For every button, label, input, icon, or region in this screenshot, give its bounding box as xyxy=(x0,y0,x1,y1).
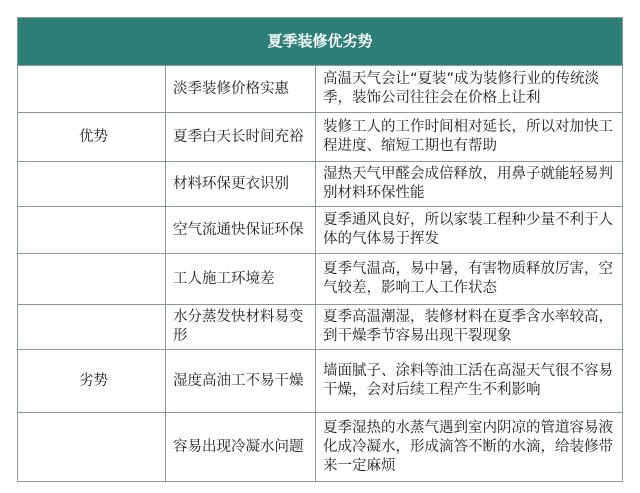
summer-renovation-table xyxy=(17,17,623,482)
category-cell-mid xyxy=(18,305,166,350)
item-cell: 空气流通快保证环保 xyxy=(166,207,316,254)
category-cell xyxy=(18,113,166,162)
table-row xyxy=(18,350,623,413)
description-cell: 高温天气会让“夏装”成为装修行业的传统淡季，装饰公司往往会在价格上让利 xyxy=(316,66,623,113)
description-cell: 墙面腻子、涂料等油工活在高湿天气很不容易干燥，会对后续工程产生不利影响 xyxy=(316,350,623,413)
category-label-advantages: 优势 xyxy=(79,128,108,145)
comparison-table-container xyxy=(17,17,622,480)
description-cell: 装修工人的工作时间相对延长，所以对加快工程进度、缩短工期也有帮助 xyxy=(316,113,623,162)
table-row xyxy=(18,305,623,350)
description-cell: 湿热天气甲醛会成倍释放，用鼻子就能轻易判别材料环保性能 xyxy=(316,162,623,207)
item-cell: 水分蒸发快材料易变形 xyxy=(166,305,316,350)
item-cell: 工人施工环境差 xyxy=(166,254,316,305)
item-cell: 夏季白天长时间充裕 xyxy=(166,113,316,162)
table-row xyxy=(18,66,623,113)
table-title: 夏季装修优劣势 xyxy=(18,18,623,66)
table-row xyxy=(18,207,623,254)
description-cell: 夏季通风良好，所以家装工程种少量不利于人体的气体易于挥发 xyxy=(316,207,623,254)
table-row xyxy=(18,413,623,482)
item-cell: 容易出现冷凝水问题 xyxy=(166,413,316,482)
item-cell: 材料环保更衣识别 xyxy=(166,162,316,207)
category-label-disadvantages: 劣势 xyxy=(79,372,108,389)
category-cell-top xyxy=(18,254,166,305)
table-row xyxy=(18,162,623,207)
category-cell-bottom xyxy=(18,413,166,482)
table-title-row xyxy=(18,18,623,66)
category-cell-bottom xyxy=(18,207,166,254)
table-row xyxy=(18,254,623,305)
item-cell: 淡季装修价格实惠 xyxy=(166,66,316,113)
category-cell-mid xyxy=(18,162,166,207)
description-cell: 夏季高温潮湿，装修材料在夏季含水率较高，到干燥季节容易出现干裂现象 xyxy=(316,305,623,350)
description-cell: 夏季气温高，易中暑，有害物质释放厉害，空气较差，影响工人工作状态 xyxy=(316,254,623,305)
description-cell: 夏季湿热的水蒸气遇到室内阴凉的管道容易液化成冷凝水，形成滴答不断的水滴，给装修带来一定麻烦 xyxy=(316,413,623,482)
item-cell: 湿度高油工不易干燥 xyxy=(166,350,316,413)
table-row xyxy=(18,113,623,162)
category-cell xyxy=(18,350,166,413)
category-cell-top xyxy=(18,66,166,113)
